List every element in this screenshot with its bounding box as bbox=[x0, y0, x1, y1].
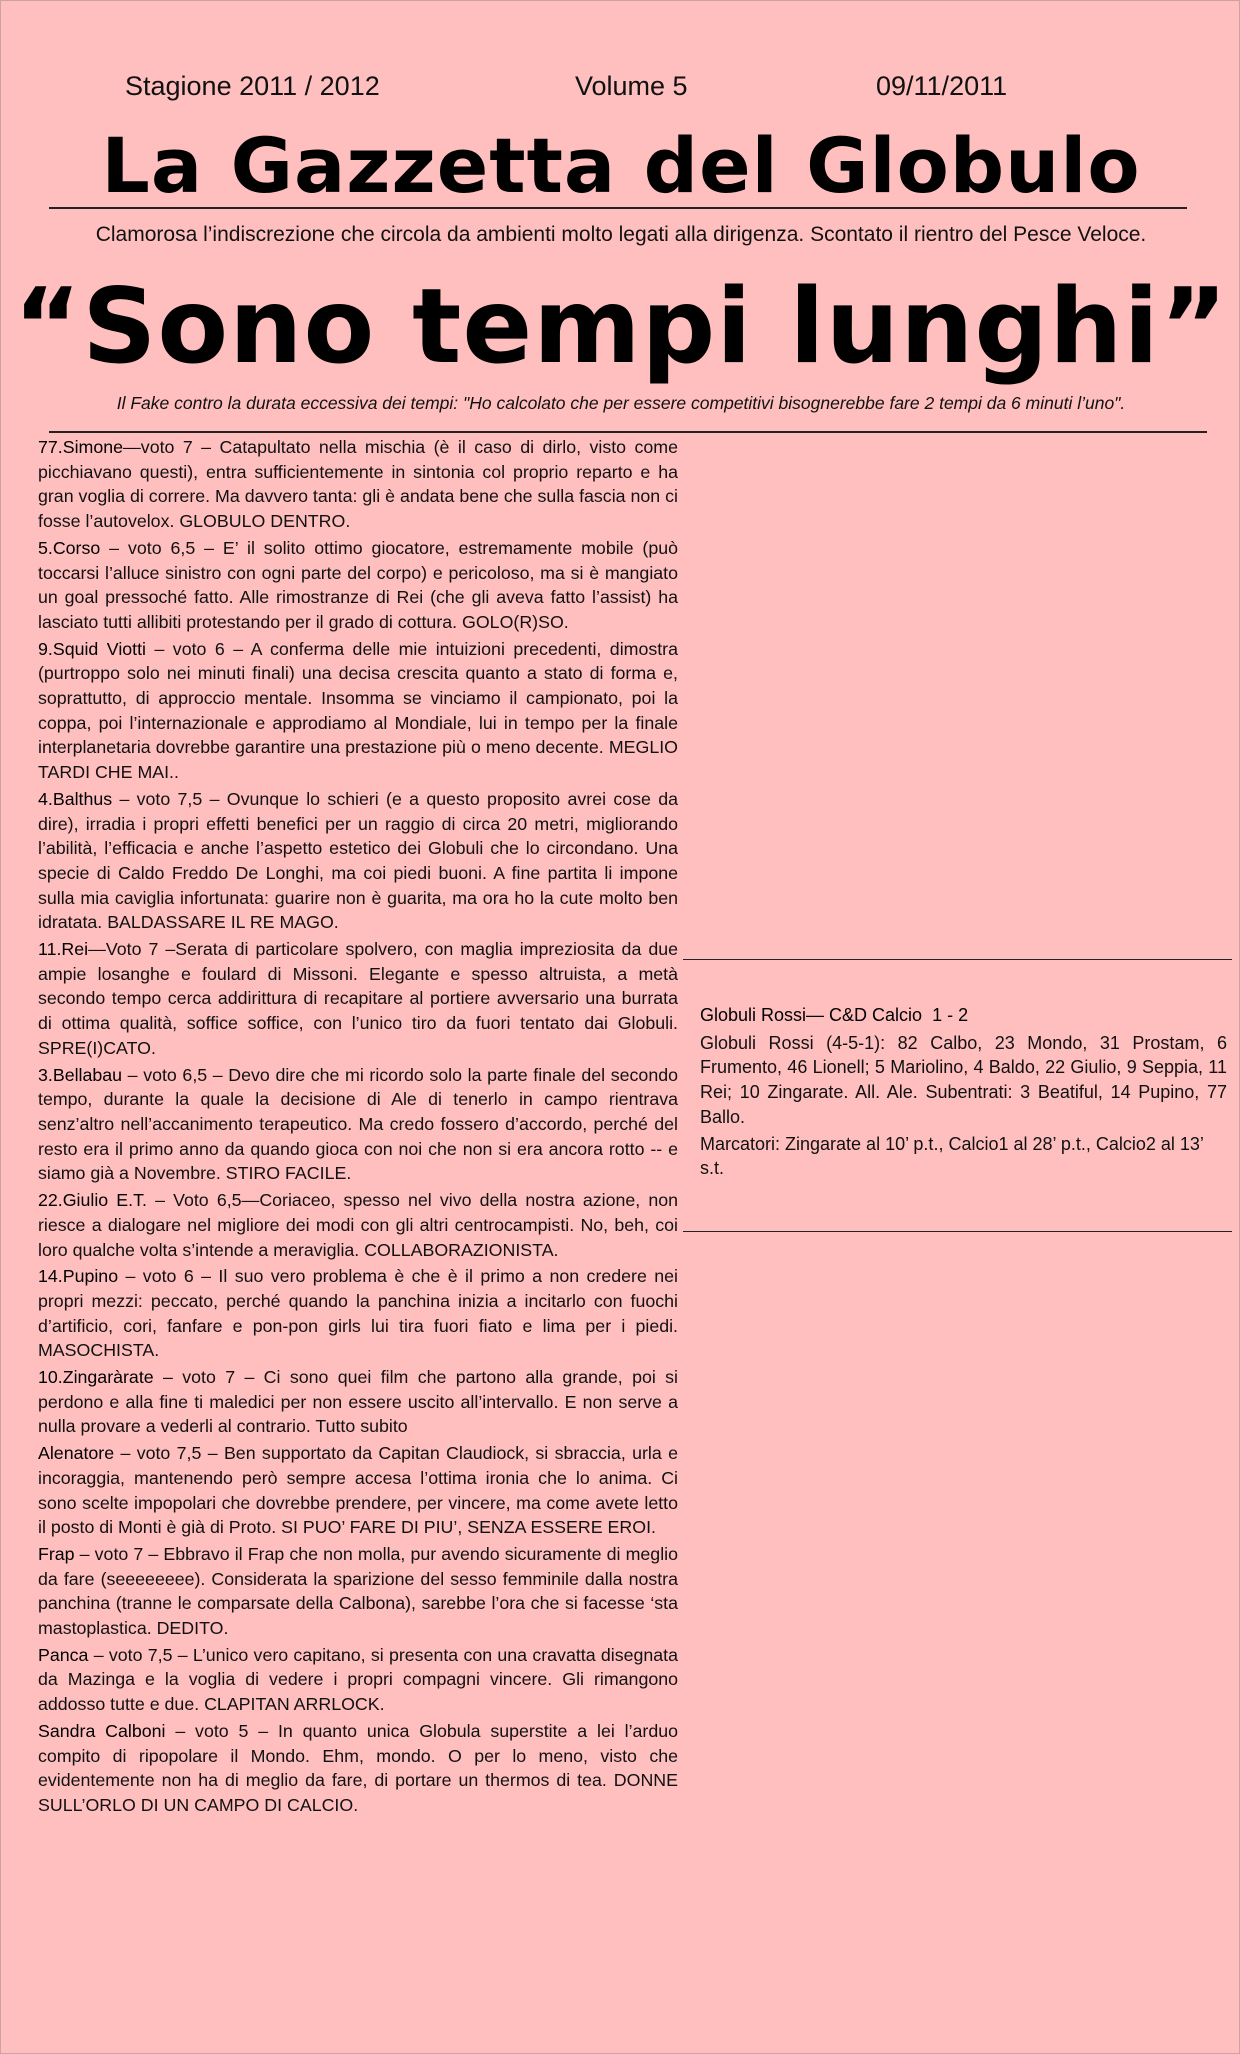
player-rating-entry bbox=[38, 1643, 678, 1717]
player-rating-text: – voto 7 – Ci sono quei film che partono alla grande, poi si perdono e alla fine ti maledici per non essere uscito all’intervallo. E non serve a nulla provare a vederli al contrario. Tutto subito bbox=[38, 1367, 678, 1437]
match-teams: Globuli Rossi— C&D Calcio bbox=[700, 1005, 923, 1025]
player-ratings-column bbox=[38, 435, 678, 1820]
player-rating-text: – voto 6,5 – E’ il solito ottimo giocatore, estremamente mobile (può toccarsi l’alluce sinistro con ogni parte del corpo) e pericoloso, ma si è mangiato un goal pressoché fatto. Alle rimostranze di Rei (che gli aveva fatto l’assist) ha lasciato tutti allibiti protestando per il grado di cottura. GOLO(R)SO. bbox=[38, 537, 678, 632]
match-scorers: Marcatori: Zingarate al 10’ p.t., Calcio1 al 28’ p.t., Calcio2 al 13’ s.t. bbox=[700, 1133, 1204, 1179]
player-name: Alenatore bbox=[38, 1443, 115, 1464]
player-rating-entry bbox=[38, 787, 678, 935]
issue-date: 09/11/2011 bbox=[876, 71, 1008, 101]
player-name: 5.Corso bbox=[38, 537, 101, 558]
player-rating-entry bbox=[38, 1264, 678, 1363]
player-rating-entry bbox=[38, 1542, 678, 1641]
subheadline: Clamorosa l’indiscrezione che circola da ambienti molto legati alla dirigenza. Scontato il rientro del Pesce Veloce. bbox=[95, 223, 1147, 246]
headline-kicker: Il Fake contro la durata eccessiva dei tempi: "Ho calcolato che per essere competitivi bisognerebbe fare 2 tempi da 6 minuti l’uno". bbox=[116, 393, 1126, 413]
player-rating-text: – voto 5 – In quanto unica Globula superstite a lei l’arduo compito di ripopolare il Mondo. Ehm, mondo. O per lo meno, visto che evidentemente non ha di meglio da fare, di portare un thermos di tea. DONNE SULL’ORLO DI UN CAMPO DI CALCIO. bbox=[38, 1720, 679, 1815]
player-rating-entry bbox=[38, 637, 678, 785]
matchbox-bottom-divider bbox=[683, 1231, 1232, 1232]
match-report-box bbox=[700, 1003, 1227, 1181]
player-name: 4.Balthus bbox=[38, 788, 113, 809]
player-name: 11.Rei bbox=[38, 939, 89, 960]
player-rating-text: —Voto 7 –Serata di particolare spolvero, con maglia impreziosita da due ampie losanghe e foulard di Missoni. Elegante e spesso altruista, a metà secondo tempo cerca addirittura di recapitare al portiere avversario una burrata di ottima qualità, soffice soffice, con l’unico tiro da fuori tentato dai Globuli. SPRE(I)CATO. bbox=[38, 939, 678, 1058]
player-rating-entry bbox=[38, 1188, 678, 1262]
player-rating-text: – voto 6 – A conferma delle mie intuizioni precedenti, dimostra (purtroppo solo nei minuti finali) una decisa crescita quanto a stato di forma e, soprattutto, di approccio mentale. Insomma se vinciamo il campionato, poi la coppa, poi l’internazionale e approdiamo al Mondiale, lui in tempo per la finale interplanetaria dovrebbe garantire una prestazione più o meno decente. MEGLIO TARDI CHE MAI.. bbox=[38, 638, 678, 783]
player-name: Panca bbox=[38, 1644, 89, 1665]
player-name: 3.Bellabau bbox=[38, 1064, 123, 1085]
player-rating-text: – voto 7,5 – Ben supportato da Capitan Claudiock, si sbraccia, urla e incoraggia, mantenendo però sempre accesa l’ottima ironia che lo anima. Ci sono scelte impopolari che dovrebbe prendere, per vincere, ma come avete letto il posto di Monti è già di Proto. SI PUO’ FARE DI PIU’, SENZA ESSERE EROI. bbox=[38, 1443, 678, 1538]
match-title bbox=[700, 1003, 1227, 1028]
match-score: 1 - 2 bbox=[932, 1005, 969, 1025]
matchbox-top-divider bbox=[683, 959, 1232, 960]
player-name: Sandra Calboni bbox=[38, 1720, 166, 1741]
season-label: Stagione 2011 / 2012 bbox=[125, 71, 380, 101]
player-rating-text: —voto 7 – Catapultato nella mischia (è il caso di dirlo, visto come picchiavano questi), entra sufficientemente in sintonia col proprio reparto e ha gran voglia di correre. Ma davvero tanta: gli è andata bene che sulla fascia non ci fosse l’autovelox. GLOBULO DENTRO. bbox=[38, 437, 678, 532]
volume-label: Volume 5 bbox=[575, 71, 688, 101]
masthead-divider bbox=[49, 207, 1187, 209]
player-rating-text: – voto 7,5 – L’unico vero capitano, si presenta con una cravatta disegnata da Mazinga e la voglia di vedere i propri compagni vincere. Gli rimangono addosso tutte e due. CLAPITAN ARRLOCK. bbox=[38, 1644, 678, 1715]
player-rating-text: – voto 6,5 – Devo dire che mi ricordo solo la parte finale del secondo tempo, durante la quale la decisione di Ale di tenerlo in campo rientrava senz’altro nell’accanimento terapeutico. Ma credo fossero d’accordo, perché del resto era il primo anno da quando gioca con noi che non si era ancora rotto -- e siamo già a Novembre. STIRO FACILE. bbox=[38, 1064, 678, 1184]
masthead-title: La Gazzetta del Globulo bbox=[101, 121, 1141, 210]
headline: “Sono tempi lunghi” bbox=[13, 267, 1229, 387]
match-lineup: Globuli Rossi (4-5-1): 82 Calbo, 23 Mondo, 31 Prostam, 6 Frumento, 46 Lionell; 5 Mariolino, 4 Baldo, 22 Giulio, 9 Seppia, 11 Rei; 10 Zingarate. All. Ale. Subentrati: 3 Beatiful, 14 Pupino, 77 Ballo. bbox=[700, 1032, 1227, 1127]
player-rating-entry bbox=[38, 1719, 678, 1818]
player-name: 14.Pupino bbox=[38, 1266, 119, 1287]
player-rating-text: – voto 7,5 – Ovunque lo schieri (e a questo proposito avrei cose da dire), irradia i propri effetti benefici per un raggio di circa 20 metri, migliorando l’abilità, l’efficacia e anche l’aspetto estetico dei Globuli che lo circondano. Una specie di Caldo Freddo De Longhi, ma coi piedi buoni. A fine partita li impone sulla mia caviglia infortunata: guarire non è guarita, ma ora ho la cute molto ben idratata. BALDASSARE IL RE MAGO. bbox=[38, 788, 678, 933]
player-rating-text: – Voto 6,5—Coriaceo, spesso nel vivo della nostra azione, non riesce a dialogare nel migliore dei modi con gli altri centrocampisti. No, beh, coi loro qualche volta s’intende a meraviglia. COLLABORAZIONISTA. bbox=[38, 1190, 679, 1260]
player-name: Frap bbox=[38, 1543, 75, 1564]
headline-divider bbox=[49, 431, 1207, 433]
player-rating-text: – voto 6 – Il suo vero problema è che è il primo a non credere nei propri mezzi: peccato, perché quando la panchina inizia a incitarlo con fuochi d’artificio, cori, fanfare e pon-pon girls lui tira fuori fiato e lima per i piedi. MASOCHISTA. bbox=[38, 1266, 678, 1361]
player-name: 10.Zingaràrate bbox=[38, 1367, 154, 1388]
player-rating-entry bbox=[38, 1441, 678, 1540]
player-name: 22.Giulio E.T. bbox=[38, 1190, 147, 1211]
player-rating-entry bbox=[38, 1063, 678, 1187]
player-rating-text: – voto 7 – Ebbravo il Frap che non molla, pur avendo sicuramente di meglio da fare (seeeeeeee). Considerata la sparizione del sesso femminile dalla nostra panchina (tranne le comparsate della Calbona), sarebbe l’ora che si facesse ‘sta mastoplastica. DEDITO. bbox=[38, 1543, 678, 1639]
player-rating-entry bbox=[38, 536, 678, 635]
player-rating-entry bbox=[38, 937, 678, 1061]
player-name: 9.Squid Viotti bbox=[38, 638, 146, 659]
player-name: 77.Simone bbox=[38, 437, 124, 457]
player-rating-entry bbox=[38, 1365, 678, 1439]
player-rating-entry bbox=[38, 435, 678, 534]
